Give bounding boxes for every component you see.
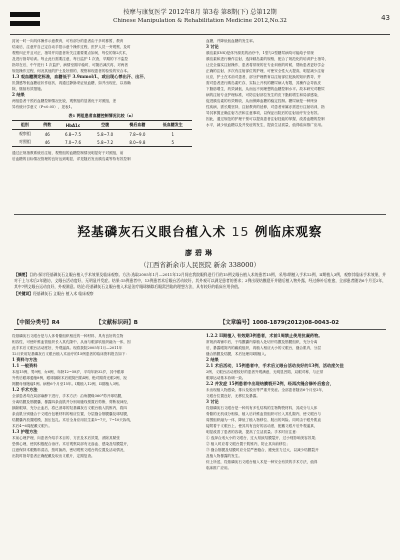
text-line: 除，继续有效措施。 bbox=[12, 87, 45, 91]
table-header-cell: HbA1c bbox=[65, 122, 81, 128]
text-line: 2 结果 bbox=[206, 357, 219, 362]
journal-header bbox=[10, 8, 390, 35]
table-header-cell: 餐后血糖 bbox=[129, 122, 146, 127]
text-line: 网膜母细胞瘤1例。病程6个月至15年。I期植入12例，II期植入3例。 bbox=[12, 382, 123, 386]
text-line: 下脂肪增生，药效减低，从而达不到理想的血糖控制水平。故本研究对糖尿 bbox=[206, 87, 325, 91]
text-line: 骨骼的无机成分相似，植入后纤维血管组织可长入其孔隙内，使义眼台与 bbox=[206, 412, 321, 416]
text-line: 异有统计学意义（P<0.05），见表1。 bbox=[12, 105, 75, 109]
table-cell: 7.8~9.0 bbox=[129, 131, 146, 137]
table-cell: 6.8~7.5 bbox=[64, 131, 82, 137]
text-line: ② 植入时应将义眼台置于肌锥内，防止其向前移位； bbox=[206, 442, 290, 446]
text-line: 术后4~6周配戴义眼片。 bbox=[12, 424, 52, 428]
text-line: 及植入物暴露的发生。 bbox=[206, 454, 242, 458]
text-line: 血糖，并降低低血糖的发生率。 bbox=[206, 39, 257, 43]
keywords-text: 羟基磷灰石 义眼台 植入术 临床观察 bbox=[32, 290, 94, 296]
text-line: 1.1 一般资料 bbox=[12, 363, 38, 368]
article-affiliation: （江西省新余市人民医院 新余 338000） bbox=[140, 261, 260, 269]
table-header-cell: 组别 bbox=[20, 122, 29, 127]
text-line: 1.2.2 II期植入 有效期3例患者，术前1周禁止使用抗凝药物。 bbox=[206, 333, 323, 338]
table-cell: 7.0~7.6 bbox=[64, 139, 82, 145]
text-line: 恐惧心理，使其积极配合治疗。术后观察局部有无渗血、感染及结膜裂开， bbox=[12, 442, 131, 446]
table-cell: 1 bbox=[171, 131, 174, 137]
text-line: 1 资料与方法 bbox=[12, 357, 38, 362]
table-cell: 46 bbox=[44, 131, 50, 137]
top-left-column bbox=[12, 38, 192, 110]
top-right-column bbox=[206, 38, 388, 128]
text-line: 胰岛素(INS)是体外源类的治疗中，1型与2型糖尿病均可能给予常规 bbox=[206, 51, 314, 55]
document-code: 【文献标识码】B bbox=[96, 320, 138, 326]
table-cell: 46 bbox=[44, 139, 50, 145]
article-title bbox=[0, 222, 400, 240]
text-line: 摘除眼球，充分止血后，将已消毒的羟基磷灰石义眼台植入肌锥内，将四 bbox=[12, 406, 127, 410]
table-header-cell: 低血糖发生 bbox=[162, 122, 183, 127]
text-line: 2.1 术后活动，15例患者中，手术后义眼台活动良好的13例，活动度欠佳 bbox=[206, 363, 344, 368]
text-line: 12月采用羟基磷灰石义眼台植入术治疗的15例患者的临床资料报告如下： bbox=[12, 352, 129, 356]
clc-number: 【中图分类号】R4 bbox=[14, 320, 60, 326]
divider bbox=[14, 329, 386, 330]
journal-citation bbox=[50, 8, 350, 26]
text-line: 全部患者均在局部麻醉下进行，手术方法：沿角膜缘360°剪开球结膜， bbox=[12, 394, 125, 398]
text-line: 综上所述，羟基磷灰石义眼台植入术是一种安全有效的手术方法，值得 bbox=[206, 460, 318, 464]
table-cell: 5.8~7.2 bbox=[97, 139, 114, 145]
text-line: 及进行指导培训。每止此行需要注意，每日监护 1 次查，早期的下不监控 bbox=[12, 57, 128, 61]
abstract-label: 【摘要】 bbox=[14, 272, 30, 277]
journal-citation-cn: 按摩与康复医学 2012年8月 第3卷 第8期(下) 总第12期 bbox=[123, 9, 277, 16]
table-cell: 8.0~9.8 bbox=[129, 139, 146, 145]
text-line: 羟基磷灰石义眼台是与人体骨骼组织相近的一种材料，具有良好的生物 bbox=[12, 334, 124, 338]
text-line: 结膜囊内放置眼模，加压包扎。术后全身应用抗生素5~7天，7~10天拆线， bbox=[12, 418, 134, 422]
text-line: 胰岛素和进行操作注射，选择胰岛素的规格，配合了规范化的培训护士指导， bbox=[206, 57, 329, 61]
text-line: 眼球运动基本协调一致。 bbox=[206, 376, 246, 380]
classification-row bbox=[14, 318, 386, 327]
text-line: 缝合筋膜及结膜，术后处理同I期植入。 bbox=[206, 352, 269, 356]
text-line: 1.2 手术方法 bbox=[12, 387, 38, 392]
text-line: 2例，义眼台活动度较好的患者外观满意，无明显凹陷，双眼对称，与正常 bbox=[206, 370, 324, 374]
text-line: 本组15例，男9例，女6例，年龄12~58岁，平均年龄32岁，其中眼球 bbox=[12, 370, 125, 374]
text-line: 相容性，可使纤维血管组织长入其孔隙中，从而与眼部软组织融为一体，因 bbox=[12, 340, 131, 344]
text-line: 分离结膜及筋膜囊，暴露四条直肌并分别用缝线预置后剪断，剪断视神经， bbox=[12, 400, 131, 404]
text-line: 正确的注射，多次有注射部位的护理，可使安全性大大提高，明显减少注射 bbox=[206, 69, 325, 73]
article-number: 【文章编号】1008-1879(2012)08-0043-02 bbox=[220, 320, 339, 326]
text-line: 外伤后眼球萎缩8例，眼球摘除术后眼窝凹陷4例，绝对期青光眼2例，视 bbox=[12, 376, 127, 380]
journal-citation-en: Chinese Manipulation & Rehabilitation Medicine 2012,No.32 bbox=[113, 18, 287, 24]
text-line: 两组患者干预后血糖控制情况比较，观察组的显著优于对照组，差 bbox=[12, 99, 117, 103]
text-line: 病的注射专业护理标准，可防注射部位发生的皮下脂肪增生和局部感染， bbox=[206, 93, 321, 97]
text-line: 饥饿感等低血糖症状作症状，再通过静脉采证低血糖，如并出现在，以再确 bbox=[12, 81, 131, 85]
table-header-cell: 例数 bbox=[43, 122, 52, 127]
table-cell: 对照组 bbox=[18, 139, 31, 144]
text-line: 结束后，注意并自己定自动手搭示意个操作过程，医护人员一旁观察，及时 bbox=[12, 45, 131, 49]
table-row bbox=[12, 130, 192, 139]
article-title-main: 羟基磷灰石义眼台植入术 bbox=[77, 224, 227, 239]
text-line: 观察纠正并且可正，指导并同患者所关注重要要点如何，每位的第2次术， bbox=[12, 51, 130, 55]
text-line: 水平，减少低血糖以及并发症的发生，提高生活质量，值得临床推广应用。 bbox=[206, 123, 325, 127]
text-line: 术前心理护理，向患者介绍手术目的、方法及术后效果，消除其紧张 bbox=[12, 436, 120, 440]
page-number: 43 bbox=[381, 14, 390, 22]
article-author: 廖碧琳 bbox=[185, 248, 215, 257]
text-line: ① 选择合适大小的义眼台，过大易致结膜裂开，过小则影响美容效果； bbox=[206, 436, 319, 440]
text-line: 需对患者进行胰岛素贮存，实际上开机的糖尿病人有限，其操作会导致皮 bbox=[206, 81, 321, 85]
text-line: 让完全落实注射操作，患者将常规的在专业训练的时候，帮助患者更好学会 bbox=[206, 63, 325, 67]
text-line: 后，暴露眼窝内的瘢痕组织，再植入相应大小的义眼台，缝合肌肉，分层 bbox=[206, 346, 321, 350]
text-line: 促进胰岛素的有效吸收，从而保障血糖的稳定控制。糖尿病是一种终身 bbox=[206, 99, 318, 103]
text-line: 因此，通过规范的护理干预可以提高患者注射技能的掌握，改善血糖的控制 bbox=[206, 117, 325, 121]
table-cell: 5 bbox=[171, 139, 174, 145]
text-line: 条直肌分别缝合于义眼台包裹材料的相应位置，分层缝合筋膜囊及球结膜， bbox=[12, 412, 131, 416]
text-line: 通过正规指教系统后注射，观察组的血糖控制情况明显好于对照组，前 bbox=[12, 151, 124, 155]
abstract-text: 目的:探讨羟基磷灰石义眼台植入手术效果及临床观察。方法:选取2005年1月—2011年12月间在我院眼科进行行的15例义眼台植入术的患者15例，采用I期植入手术12例，II期植入3例，观察其临床手术效果，并对于上与术后2年随访，义眼台活动度好，无明显并发症。结果:15例患者中，13例患者术后眼台活动较好，其外观可以满足患者的要求；2例出现结膜裂开并随后植入物外露，经过修补后痊愈，全部患者随访6个月至2年，其中7例义眼台运动良好，外观满意。结论:羟基磷灰石义眼台植入术是治疗眼球摘除后眼窝凹陷的理想方法，具有较好的临床应用价值。 bbox=[14, 272, 386, 290]
text-line: 1.3 观血糖测定标准，血糖低于 3.9mmol/L，或出现心悸出汗、出汗、 bbox=[12, 74, 148, 79]
article-title-number: 15 bbox=[231, 224, 250, 239]
table-row bbox=[12, 138, 192, 147]
table-header-cell: 空腹 bbox=[101, 122, 110, 127]
text-line: 导其掌握正确注射方法和注意事项，以保证出院后的注射治疗安全有效。 bbox=[206, 111, 321, 115]
text-line: 常规消毒铺巾后，于结膜囊内原植入处切开结膜及筋膜组织，充分分离 bbox=[206, 340, 318, 344]
keywords-label: 【关键词】 bbox=[14, 290, 33, 296]
text-line: 周围组织融为一体，降低了植入物移位、脱出的风险。同时由于眼外肌直 bbox=[206, 418, 321, 422]
table-cell: 观察组 bbox=[18, 131, 31, 136]
table-cell: 5.8~7.0 bbox=[97, 131, 114, 137]
text-line: 3 讨论 bbox=[206, 44, 219, 49]
text-line: 规范操作过程，何况其他的护士及好照的，观察和现患者的检验的安合本。 bbox=[12, 69, 131, 73]
journal-logo bbox=[10, 10, 44, 30]
text-line: 后血糖的目标情况管理的良好达到明显，详见随后发出胰岛素等待有效控制 bbox=[12, 157, 131, 161]
text-line: 接附着于义眼台上，使其具有良好的活动度，配戴义眼片后外观逼真， bbox=[206, 424, 318, 428]
text-line: 注意保持术眼敷料清洁，按时换药，密切观察义眼台的位置及活动情况， bbox=[12, 448, 127, 452]
bottom-right-column bbox=[206, 333, 388, 471]
text-line: 2 结果 bbox=[12, 92, 25, 97]
text-line: 明显改善了患者的容貌，提高了生活质量。手术时应注意： bbox=[206, 430, 300, 434]
bottom-left-column bbox=[12, 333, 192, 459]
table-caption: 表1 两组患者血糖控制情况比较（n） bbox=[68, 113, 136, 118]
text-line: 指导在后，中午进行 1 次监护，病情至期平稳时，可随后减次再，对两者 bbox=[12, 63, 128, 67]
text-line: 3 讨论 bbox=[206, 399, 219, 404]
text-line: 性疾病，需长期坚持，注射教育的延伸，对患者家属亦需进行注射培训，指 bbox=[206, 105, 325, 109]
top-left-after-table bbox=[12, 150, 192, 162]
article-title-tail: 例临床观察 bbox=[254, 224, 323, 239]
text-line: 封闭一时一向具体操作示意教育，可有部分的患者由于多时都暂，教育 bbox=[12, 39, 124, 43]
text-line: ③ 缝合筋膜及结膜时应分层严密缝合，避免张力过大，以减少结膜裂开 bbox=[206, 448, 319, 452]
text-line: 1.3 护理方法 bbox=[12, 429, 38, 434]
text-line: 未出现植入物感染、排斥及脱出等严重并发症。全部患者随访6个月至2年， bbox=[206, 388, 326, 392]
divider bbox=[14, 214, 386, 215]
article-abstract bbox=[14, 272, 386, 297]
text-line: 临床推广应用。 bbox=[206, 466, 232, 470]
text-line: 此手术后义眼台活动度好，外观逼真。现将我院2005年1月—2011年 bbox=[12, 346, 123, 350]
text-line: 反应，护士在术前对患者，部分护理教育以注射部位轮换的知识教导，并 bbox=[206, 75, 321, 79]
text-line: 2.2 并发症 15例患者中出现结膜裂开2例，经再次缝合修补后愈合， bbox=[206, 381, 334, 386]
text-line: 出院时指导患者正确配戴及取出义眼片，定期复查。 bbox=[12, 454, 95, 458]
text-line: 羟基磷灰石义眼台是一种具有多孔结构的生物陶瓷材料，其成分与人体 bbox=[206, 406, 318, 410]
text-line: 义眼台位置良好，无移位及暴露。 bbox=[206, 394, 260, 398]
result-table bbox=[12, 120, 192, 147]
